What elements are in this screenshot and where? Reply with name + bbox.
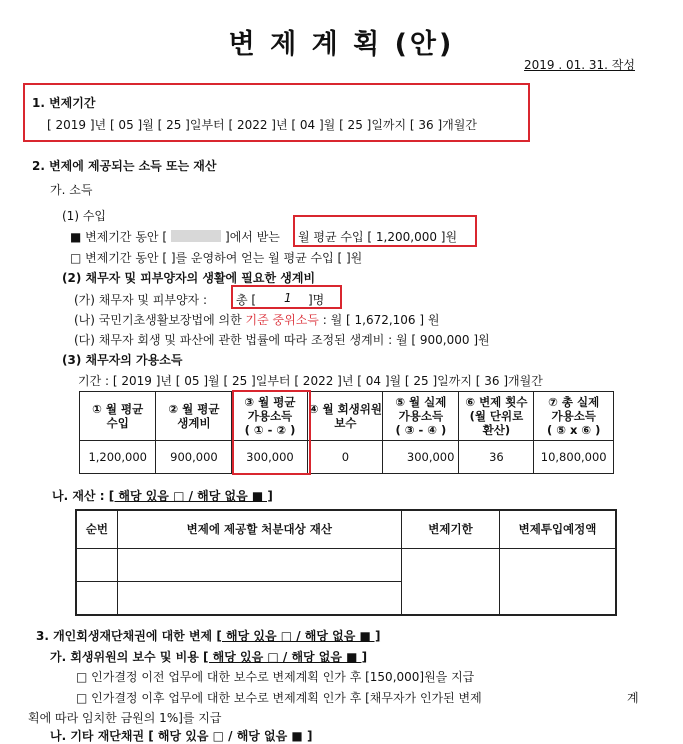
section-1-heading: 1. 변제기간 (32, 96, 96, 110)
col-head-6: ⑥ 변제 횟수 (월 단위로 환산) (459, 392, 534, 441)
disposable-income-heading: (3) 채무자의 가용소득 (62, 353, 183, 367)
income-line-1-prefix: ■ 변제기간 동안 [ (70, 230, 168, 244)
trustee-fee-heading-text: 가. 회생위원의 보수 및 비용 (50, 650, 199, 664)
assets-status: [ 해당 있음 □ / 해당 없음 ■ ] (108, 489, 273, 503)
col-head-3: ③ 월 평균 가용소득 ( ① - ② ) (232, 392, 308, 441)
asset-cell (401, 548, 499, 615)
section-3-heading-text: 3. 개인회생재단채권에 대한 변제 (36, 629, 213, 643)
cell-actual-disposable: 300,000 (383, 441, 459, 474)
section-3-status: [ 해당 있음 □ / 해당 없음 ■ ] (216, 629, 381, 643)
asset-head-deadline: 변제기한 (401, 510, 499, 548)
cell-living-cost: 900,000 (156, 441, 232, 474)
table-row (80, 441, 614, 474)
page-title: 변 제 계 획 (안) (228, 29, 455, 60)
asset-cell (76, 548, 117, 581)
income-line-1 (70, 228, 280, 245)
disposable-period-line: 기간 : [ 2019 ]년 [ 05 ]월 [ 25 ]일부터 [ 2022 ]년 [ 04 ]월 [ 25 ]일까지 [ 36 ]개월간 (78, 374, 543, 388)
median-income-line (74, 311, 439, 328)
median-income-prefix: (나) 국민기초생활보장법에 의한 (74, 313, 242, 327)
cell-disposable-income: 300,000 (232, 441, 308, 474)
highlight-box-repayment-period (23, 83, 530, 142)
assets-prefix: 나. 재산 : (52, 489, 105, 503)
dependents-line: (가) 채무자 및 피부양자 : (74, 293, 207, 307)
income-line-1-mid: ]에서 받는 (225, 230, 280, 244)
other-estate-claims: 나. 기타 재단채권 [ 해당 있음 □ / 해당 없음 ■ ] (50, 729, 313, 743)
asset-cell (500, 548, 616, 615)
section-2-heading: 2. 변제에 제공되는 소득 또는 재산 (32, 159, 217, 173)
trustee-fee-line-3: 획에 따라 임치한 금원의 1%]를 지급 (28, 711, 222, 725)
dependents-count-close: ]명 (308, 293, 325, 307)
disposable-income-table (79, 391, 614, 474)
trustee-fee-line-1: □ 인가결정 이전 업무에 대한 보수로 변제계획 인가 후 [150,000]원을 지급 (76, 670, 475, 684)
living-cost-heading: (2) 채무자 및 피부양자의 생활에 필요한 생계비 (62, 271, 316, 285)
trustee-fee-line-2: □ 인가결정 이후 업무에 대한 보수로 변제계획 인가 후 [채무자가 인가된 변제 (76, 691, 482, 705)
repayment-period-line: [ 2019 ]년 [ 05 ]월 [ 25 ]일부터 [ 2022 ]년 [ 04 ]월 [ 25 ]일까지 [ 36 ]개월간 (47, 118, 477, 132)
asset-table (75, 509, 617, 616)
median-income-red-label: 기준 중위소득 (245, 313, 319, 327)
dependents-count: 1 (284, 291, 292, 305)
trustee-fee-line-2-tail: 계 (627, 691, 639, 705)
asset-cell (76, 581, 117, 615)
trustee-fee-status: [ 해당 있음 □ / 해당 없음 ■ ] (202, 650, 368, 664)
assets-line (52, 487, 273, 504)
table-row (76, 548, 616, 581)
asset-head-amount: 변제투입예정액 (500, 510, 616, 548)
income-heading: (1) 수입 (62, 209, 106, 223)
cell-total-disposable: 10,800,000 (534, 441, 614, 474)
income-line-2: □ 변제기간 동안 [ ]를 운영하여 얻는 월 평균 수입 [ ]원 (70, 251, 363, 265)
redacted-employer (171, 230, 221, 242)
asset-head-index: 순번 (76, 510, 117, 548)
col-head-4: ④ 월 회생위원 보수 (308, 392, 383, 441)
asset-cell (117, 581, 401, 615)
cell-repayment-count: 36 (459, 441, 534, 474)
subsection-income: 가. 소득 (50, 183, 93, 197)
col-head-5: ⑤ 월 실제 가용소득 ( ③ - ④ ) (383, 392, 459, 441)
section-3-heading (36, 627, 381, 644)
median-income-value: : 월 [ 1,672,106 ] 원 (322, 313, 440, 327)
col-head-1: ① 월 평균 수입 (80, 392, 156, 441)
adjusted-living-cost-line: (다) 채무자 회생 및 파산에 관한 법률에 따라 조정된 생계비 : 월 [ 900,000 ]원 (74, 333, 490, 347)
col-head-2: ② 월 평균 생계비 (156, 392, 232, 441)
document-date: 2019 . 01. 31. 작성 (524, 58, 635, 72)
trustee-fee-heading (50, 648, 367, 665)
asset-cell (117, 548, 401, 581)
cell-monthly-income: 1,200,000 (80, 441, 156, 474)
monthly-income-value: 월 평균 수입 [ 1,200,000 ]원 (298, 230, 458, 244)
highlight-box-disposable-column (232, 390, 311, 475)
asset-head-property: 변제에 제공할 처분대상 재산 (117, 510, 401, 548)
col-head-7: ⑦ 총 실제 가용소득 ( ⑤ x ⑥ ) (534, 392, 614, 441)
cell-trustee-fee: 0 (308, 441, 383, 474)
dependents-count-open: 총 [ (236, 293, 257, 307)
